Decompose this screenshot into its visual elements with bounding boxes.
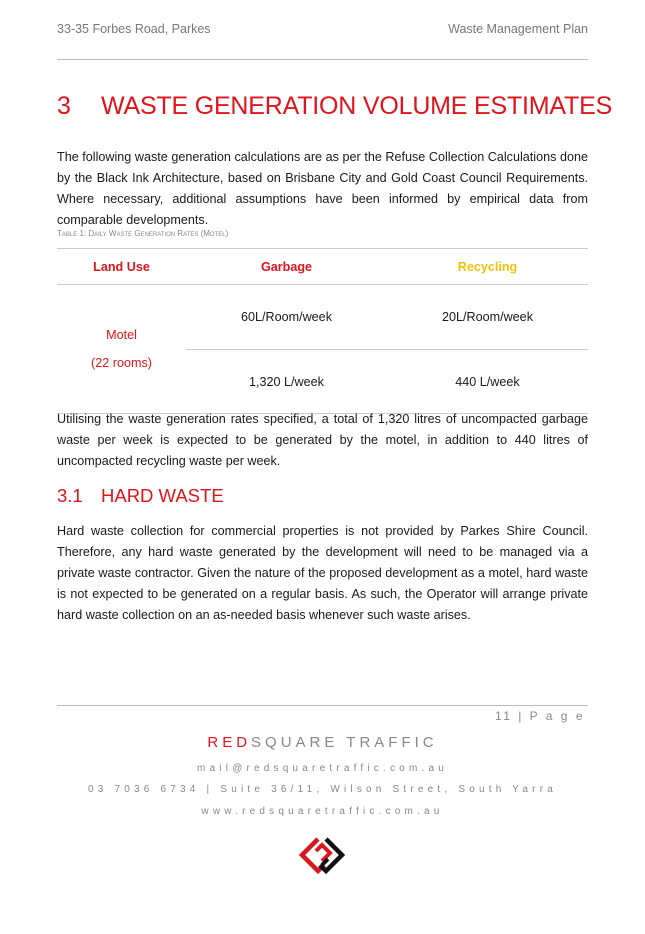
summary-paragraph: Utilising the waste generation rates specified, a total of 1,320 litres of uncompacted garbage waste per week is expected to be generated by the motel, in addition to 440 litres of uncompacted recycling waste per week. xyxy=(57,412,588,468)
land-use-cell xyxy=(57,285,186,414)
header-recycling: Recycling xyxy=(387,249,588,285)
section-heading xyxy=(57,92,612,121)
subsection-number: 3.1 xyxy=(57,485,83,506)
subsection-heading xyxy=(57,485,224,507)
footer-email[interactable]: mail@redsquaretraffic.com.au xyxy=(197,763,448,774)
table-header-row xyxy=(57,249,588,285)
subsection-title: HARD WASTE xyxy=(101,485,224,506)
header-address: 33-35 Forbes Road, Parkes xyxy=(57,22,211,36)
section-number: 3 xyxy=(57,92,71,120)
brand-red: RED xyxy=(207,734,252,751)
waste-rates-table xyxy=(57,248,588,414)
brand-rest: SQUARE TRAFFIC xyxy=(251,734,438,751)
header-garbage: Garbage xyxy=(186,249,387,285)
header-doc-title: Waste Management Plan xyxy=(448,22,588,36)
recycling-total: 440 L/week xyxy=(387,350,588,414)
redsquare-logo-icon xyxy=(298,835,346,875)
intro-paragraph: The following waste generation calculations are as per the Refuse Collection Calculations done by the Black Ink Architecture, based on Brisbane City and Gold Coast Council Requirements. Where necessary, additional assumptions have been informed by empirical data from comparable developments. xyxy=(57,150,588,227)
section-title: WASTE GENERATION VOLUME ESTIMATES xyxy=(101,92,613,120)
page-number: 11 | P a g e xyxy=(494,709,585,723)
footer-address: 03 7036 6734 | Suite 36/11, Wilson Street, South Yarra xyxy=(88,784,557,795)
recycling-rate: 20L/Room/week xyxy=(387,285,588,350)
garbage-total: 1,320 L/week xyxy=(186,350,387,414)
hard-waste-paragraph: Hard waste collection for commercial properties is not provided by Parkes Shire Council. Therefore, any hard waste generated by the development will need to be managed via a private waste contractor. Given the nature of the proposed development as a motel, hard waste is not expected to be generated on a regular basis. As such, the Operator will arrange private hard waste collection on an as-needed basis whenever such waste arises. xyxy=(57,524,588,622)
land-use-rooms: (22 rooms) xyxy=(91,356,152,370)
header-divider xyxy=(57,59,588,60)
land-use-name: Motel xyxy=(106,328,137,342)
table-row xyxy=(57,285,588,350)
brand-name xyxy=(0,734,645,751)
footer-divider xyxy=(57,705,588,706)
garbage-rate: 60L/Room/week xyxy=(186,285,387,350)
page-header xyxy=(57,22,588,36)
header-land-use: Land Use xyxy=(57,249,186,285)
footer-website[interactable]: www.redsquaretraffic.com.au xyxy=(201,806,444,817)
table-caption: Table 1: Daily Waste Generation Rates (Motel) xyxy=(57,229,229,238)
